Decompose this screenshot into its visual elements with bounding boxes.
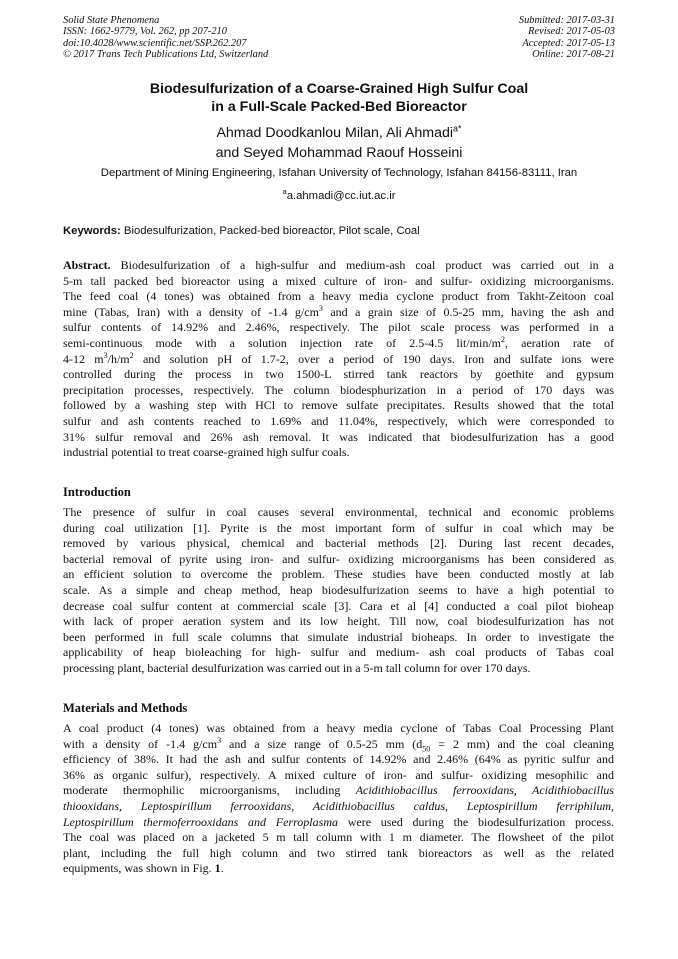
intro-line: been performed in full scale columns that simulate industrial bioheaps. In order to investigate the: [63, 629, 614, 644]
paper-title: [0, 80, 678, 116]
affiliation: Department of Mining Engineering, Isfahan University of Technology, Isfahan 84156-83111, Iran: [100, 167, 578, 179]
methods-line: A coal product (4 tones) was obtained from a heavy media cyclone of Tabas Coal Processing Plant: [63, 721, 614, 735]
methods-body: [63, 721, 614, 877]
email-address[interactable]: a.ahmadi@cc.iut.ac.ir: [286, 190, 396, 202]
abstract-line: 4-12 $m^3/h/m^2$ and solution pH of 1.7-2, over a period of 190 days. Iron and sulfate ions were: [63, 350, 614, 366]
abstract-line: sulfur contents of 14.92% and 2.46%, respectively. The pilot scale process was performed in a: [63, 320, 614, 335]
email-marker: a: [282, 187, 287, 197]
methods-heading: Materials and Methods: [63, 701, 188, 715]
intro-line: during coal utilization [1]. Pyrite is the most important form of sulfur in coal which may be: [63, 520, 614, 535]
abstract-line: controlled during the process in two 1500-L stirred tank reactors by goethite and gypsum: [63, 367, 614, 382]
intro-line: with lack of proper aeration system and its low height. Till now, coal biodesulfurization has not: [63, 614, 614, 629]
methods-line: equipments, was shown in Fig. 1.: [63, 861, 224, 876]
title-line-2: in a Full-Scale Packed-Bed Bioreactor: [211, 99, 467, 115]
abstract: [63, 258, 614, 461]
abstract-line: precipitation processes, respectively. The column biodesphurization in a period of 170 days was: [63, 382, 614, 397]
date-revised: Revised: 2017-05-03: [528, 26, 615, 38]
introduction-heading: Introduction: [63, 485, 131, 499]
methods-line: moderate thermophilic microorganisms, including Acidithiobacillus ferrooxidans, Acidithiobacillus: [63, 783, 614, 798]
authors-line-2: and Seyed Mohammad Raouf Hosseini: [215, 145, 463, 161]
methods-line: Leptospirillum thermoferrooxidans and Ferroplasma were used during the biodesulfurization process.: [63, 814, 614, 829]
figure-ref[interactable]: 1: [214, 861, 221, 876]
keywords-text: Biodesulfurization, Packed-bed bioreactor, Pilot scale, Coal: [123, 225, 420, 237]
methods-line: 36% as organic sulfur), respectively. A mixed culture of iron- and sulfur- oxidizing mesophilic and: [63, 767, 614, 782]
intro-line: decrease coal sulfur content at commercial scale [3]. Cara et al [4] conducted a coal pilot bioheap: [63, 598, 614, 613]
methods-line: The coal was placed on a jacketed 5 m tall column with 1 m diameter. The flowsheet of the pilot: [63, 830, 614, 845]
methods-line: efficiency of 38%. It had the ash and sulfur contents of 14.92% and 2.46% (64% as pyritic sulfur and: [63, 752, 614, 767]
introduction-body: [63, 505, 614, 677]
abstract-line: mine (Tabas, Iran) with a density of -1.4 $g/cm^3$ and a grain size of 0.5-25 mm, having the ash and: [63, 303, 614, 319]
abstract-line: 5-m tall packed bed bioreactor using a mixed culture of iron- and sulfur- oxidizing microorganisms.: [63, 273, 614, 288]
abstract-label: Abstract.: [63, 258, 111, 272]
journal-name: Solid State Phenomena: [63, 15, 160, 26]
abstract-line: 31% sulfur removal and 26% ash removal. It was indicated that biodesulfurization has a good: [63, 429, 614, 444]
corresponding-email: [0, 189, 678, 203]
intro-line: scale. As a simple and cheap method, heap biodesulfurization seems to have a high potential to: [63, 582, 614, 597]
date-online: Online: 2017-08-21: [532, 49, 615, 61]
methods-line: plant, including the full high column and two stirred tank bioreactors as well as the related: [63, 845, 614, 860]
methods-line: thiooxidans, Leptospirillum ferrooxidans, Acidithiobacillus caldus, Leptospirillum ferriphilum,: [63, 798, 614, 813]
intro-line: removed by various physical, chemical and bacterial methods [2]. During last recent decades,: [63, 536, 614, 551]
abstract-line: followed by a washing step with HCl to remove sulfate precipitates. Results showed that the total: [63, 398, 614, 413]
keywords: [63, 224, 420, 238]
methods-line: with a density of -1.4 $g/cm^3$ and a size range of 0.5-25 mm ($d_{50} = 2$ mm) and the coal cleaning: [63, 735, 614, 753]
intro-line: The presence of sulfur in coal causes several environmental, technical and economic problems: [63, 505, 614, 519]
intro-line: bacterial removal of pyrite using iron- and sulfur- oxidizing microorganisms has been considered as: [63, 551, 614, 566]
journal-issn: ISSN: 1662-9779, Vol. 262, pp 207-210: [63, 26, 227, 38]
intro-line: processing plant, bacterial desulfurization was carried out in a 5-m tall column for over 170 days.: [63, 660, 531, 675]
keywords-label: Keywords:: [63, 225, 121, 237]
intro-line: applicability of heap bioleaching for high- sulfur and medium- ash coal products of Tabas coal: [63, 645, 614, 660]
author-marker: a*: [453, 123, 462, 134]
authors-line-1: [0, 123, 678, 143]
abstract-line: industrial potential to treat coarse-grained high sulfur coals.: [63, 445, 350, 460]
title-line-1: Biodesulfurization of a Coarse-Grained High Sulfur Coal: [149, 81, 529, 97]
journal-doi: doi:10.4028/www.scientific.net/SSP.262.207: [63, 37, 247, 49]
abstract-line: The feed coal (4 tones) was obtained from a heavy media cyclone product from Takht-Zeitoon coal: [63, 289, 614, 304]
abstract-line: semi-continuous mode with a solution injection rate of 2.5-4.5 lit/$\min/m^2$, aeration rate of: [63, 334, 615, 350]
author-list: [0, 123, 678, 163]
authors-line-1-text: Ahmad Doodkanlou Milan, Ali Ahmadi: [216, 125, 454, 141]
journal-header-left: [63, 15, 268, 61]
abstract-line: sulfur and ash contents reached to 1.69% and 11.04%, respectively, which were corresponded to: [63, 413, 614, 428]
abstract-line: Abstract. Biodesulfurization of a high-sulfur and medium-ash coal product was carried out in a: [63, 258, 615, 272]
journal-header-right: [519, 15, 615, 61]
date-submitted: Submitted: 2017-03-31: [518, 15, 615, 26]
date-accepted: Accepted: 2017-05-13: [522, 37, 615, 49]
intro-line: an efficient solution to overcome the problem. These studies have been conducted mostly at lab: [63, 567, 614, 582]
journal-copyright: © 2017 Trans Tech Publications Ltd, Switzerland: [63, 49, 269, 61]
